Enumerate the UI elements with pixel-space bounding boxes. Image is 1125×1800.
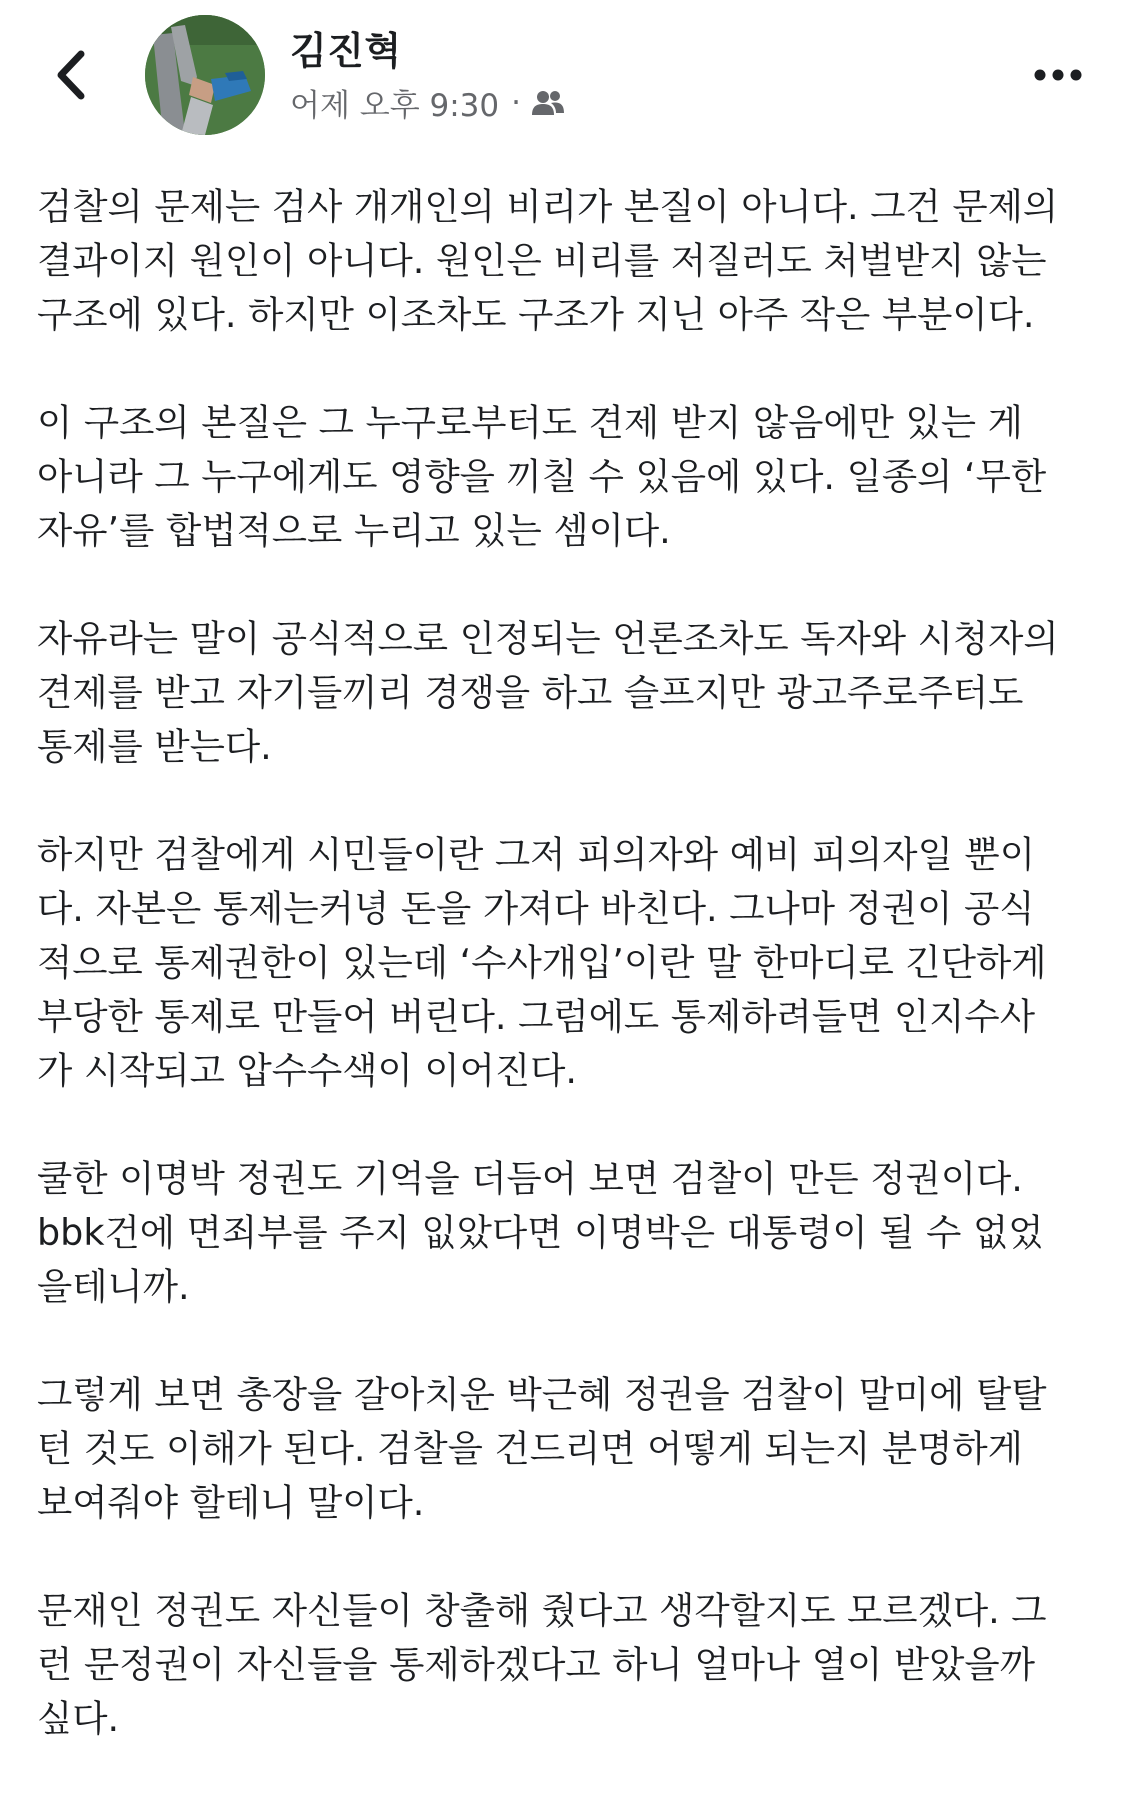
post-text-line: 보여줘야 할테니 말이다.	[37, 1481, 425, 1524]
friends-icon[interactable]	[531, 90, 565, 116]
post-text-line: 을테니까.	[37, 1265, 190, 1308]
post-text-line: 싶다.	[37, 1697, 120, 1740]
more-horizontal-icon	[1034, 69, 1082, 81]
chevron-left-icon	[53, 50, 87, 100]
post-text-line: 다. 자본은 통제는커녕 돈을 가져다 바친다. 그나마 정권이 공식	[37, 887, 1035, 930]
post-paragraph	[37, 1584, 1097, 1746]
post-text-line: 구조에 있다. 하지만 이조차도 구조가 지닌 아주 작은 부분이다.	[37, 293, 1035, 336]
post-text-line: 런 문정권이 자신들을 통제하겠다고 하니 얼마나 열이 받았을까	[37, 1643, 1035, 1686]
post-paragraph	[37, 828, 1097, 1098]
post-text-line: 턴 것도 이해가 된다. 검찰을 건드리면 어떻게 되는지 분명하게	[37, 1427, 1023, 1470]
post-text-line: 견제를 받고 자기들끼리 경쟁을 하고 슬프지만 광고주로주터도	[37, 671, 1024, 714]
post-text-line: 문재인 정권도 자신들이 창출해 줬다고 생각할지도 모르겠다. 그	[37, 1589, 1047, 1632]
post-paragraph	[37, 180, 1097, 342]
post-text-line: 적으로 통제권한이 있는데 ‘수사개입’이란 말 한마디로 긴단하게	[37, 941, 1047, 984]
avatar[interactable]	[145, 15, 265, 135]
author-name[interactable]: 김진혁	[290, 29, 402, 73]
back-button[interactable]	[40, 40, 100, 110]
post-text-line: 하지만 검찰에게 시민들이란 그저 피의자와 예비 피의자일 뿐이	[37, 833, 1035, 876]
post-text-line: 쿨한 이명박 정권도 기억을 더듬어 보면 검찰이 만든 정권이다.	[37, 1157, 1023, 1200]
post-paragraph	[37, 612, 1097, 774]
post-text-line: 부당한 통제로 만들어 버린다. 그럼에도 통제하려들면 인지수사	[37, 995, 1035, 1038]
post-body	[37, 180, 1097, 1800]
post-paragraph	[37, 1152, 1097, 1314]
avatar-photo	[145, 15, 265, 135]
post-text-line: 자유’를 합법적으로 누리고 있는 셈이다.	[37, 509, 671, 552]
post-text-line: 결과이지 원인이 아니다. 원인은 비리를 저질러도 처벌받지 않는	[37, 239, 1047, 282]
post-text-line: 자유라는 말이 공식적으로 인정되는 언론조차도 독자와 시청자의	[37, 617, 1059, 660]
post-header	[0, 0, 1125, 150]
post-paragraph	[37, 396, 1097, 558]
post-text-line: 이 구조의 본질은 그 누구로부터도 견제 받지 않음에만 있는 게	[37, 401, 1023, 444]
post-paragraph	[37, 1368, 1097, 1530]
post-text-line: 가 시작되고 압수수색이 이어진다.	[37, 1049, 578, 1092]
post-text-line: 그렇게 보면 총장을 갈아치운 박근혜 정권을 검찰이 말미에 탈탈	[37, 1373, 1047, 1416]
post-text-line: 아니라 그 누구에게도 영향을 끼칠 수 있음에 있다. 일종의 ‘무한	[37, 455, 1047, 498]
more-options-button[interactable]	[1028, 55, 1088, 95]
post-text-line: 통제를 받는다.	[37, 725, 272, 768]
meta-separator: ·	[511, 84, 521, 121]
post-text-line: 검찰의 문제는 검사 개개인의 비리가 본질이 아니다. 그건 문제의	[37, 185, 1059, 228]
post-meta	[290, 80, 565, 125]
post-timestamp[interactable]: 어제 오후 9:30	[290, 88, 500, 124]
post-text-line: bbk건에 면죄부를 주지 잆았다면 이명박은 대통령이 될 수 없었	[37, 1211, 1044, 1254]
